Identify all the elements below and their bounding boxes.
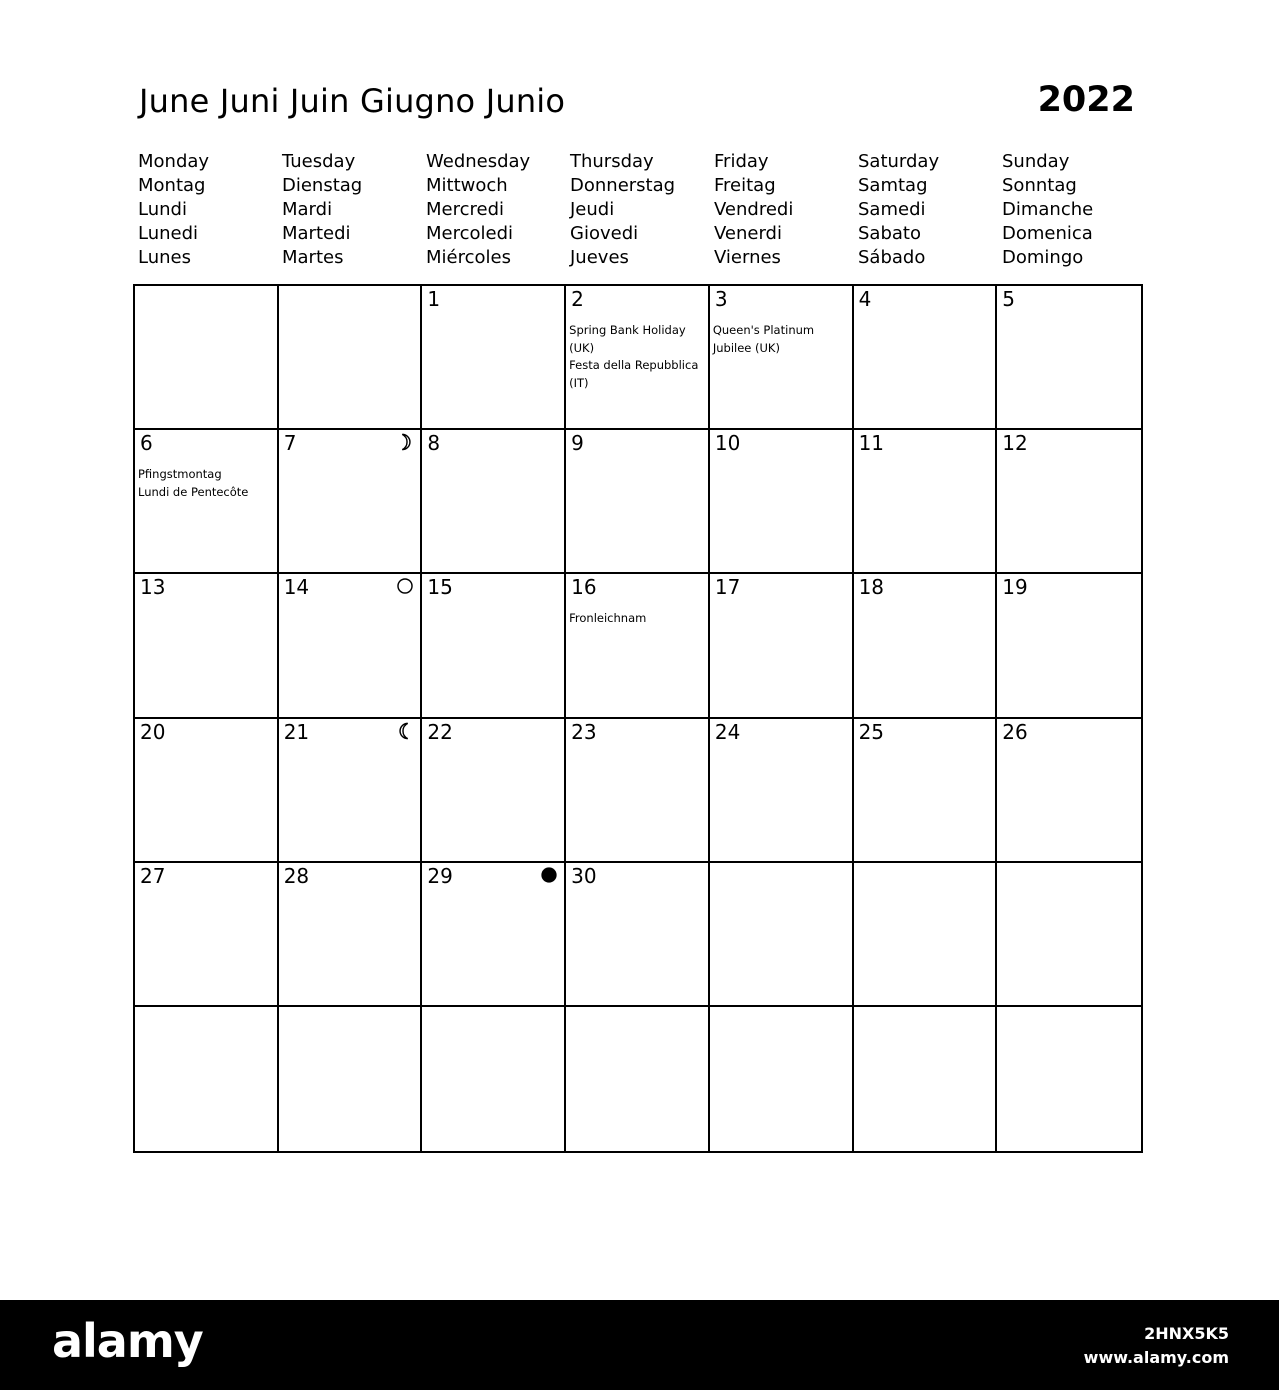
day-number: 28	[283, 863, 310, 888]
day-number: 20	[140, 719, 166, 744]
weekday-name: Miércoles	[426, 247, 511, 268]
site-url: www.alamy.com	[1083, 1348, 1229, 1367]
day-cell[interactable]	[566, 1007, 710, 1151]
weekday-name: Montag	[138, 175, 206, 196]
weekday-name: Mercoledi	[426, 223, 514, 244]
day-number: 1	[427, 287, 441, 311]
day-cell[interactable]	[854, 719, 998, 863]
weekday-name: Venerdi	[714, 223, 782, 244]
day-number: 9	[571, 431, 584, 456]
holiday-label: Spring Bank Holiday	[569, 323, 686, 337]
weekday-name: Monday	[138, 151, 210, 172]
day-cell[interactable]	[997, 574, 1141, 718]
day-cell[interactable]	[279, 1007, 423, 1151]
day-cell[interactable]	[997, 286, 1141, 430]
holiday-list	[569, 610, 704, 628]
holiday-label: Jubilee (UK)	[712, 340, 780, 355]
weekday-name: Jueves	[570, 247, 629, 268]
day-number: 16	[571, 575, 597, 600]
day-cell[interactable]	[997, 1007, 1141, 1151]
weekday-name: Mittwoch	[426, 175, 508, 196]
day-number: 26	[1002, 719, 1028, 744]
new-moon-icon	[540, 866, 558, 884]
day-cell[interactable]	[566, 863, 710, 1007]
alamy-logo: alamy	[52, 1314, 203, 1368]
day-cell[interactable]	[422, 719, 566, 863]
day-number: 10	[714, 431, 741, 456]
holiday-label: Queen's Platinum	[712, 323, 815, 337]
day-cell[interactable]	[279, 719, 423, 863]
day-cell[interactable]	[135, 719, 279, 863]
weekday-name: Viernes	[714, 247, 781, 268]
day-number: 21	[283, 719, 310, 744]
day-number: 12	[1002, 431, 1028, 456]
weekday-name: Mardi	[282, 199, 333, 220]
day-number: 4	[858, 287, 872, 311]
weekday-name: Martedi	[282, 223, 351, 244]
day-number: 14	[283, 575, 310, 600]
weekday-name: Sábado	[858, 247, 926, 268]
weekday-column	[714, 150, 858, 270]
weekday-name: Vendredi	[714, 199, 794, 220]
weekday-name: Lunes	[138, 247, 191, 268]
day-number: 3	[714, 287, 728, 311]
day-cell[interactable]	[279, 863, 423, 1007]
day-number: 24	[714, 719, 741, 744]
weekday-name: Domenica	[1002, 223, 1093, 244]
day-cell[interactable]	[422, 863, 566, 1007]
weekday-name: Giovedi	[570, 223, 639, 244]
weekday-name: Samtag	[858, 175, 928, 196]
weekday-name: Mercredi	[426, 199, 505, 220]
holiday-label: Festa della Repubblica	[569, 358, 699, 372]
day-cell[interactable]	[997, 863, 1141, 1007]
day-number: 7	[283, 431, 297, 456]
weekday-name: Domingo	[1002, 247, 1084, 268]
weekday-name: Saturday	[858, 151, 940, 172]
day-cell[interactable]	[854, 1007, 998, 1151]
page-title: June Juni Juin Giugno Junio	[139, 82, 566, 120]
day-cell[interactable]	[854, 430, 998, 574]
weekday-name: Sonntag	[1002, 175, 1077, 196]
day-number: 6	[140, 431, 153, 456]
day-cell[interactable]	[135, 863, 279, 1007]
day-number: 18	[858, 575, 885, 600]
day-cell[interactable]	[422, 574, 566, 718]
weekday-name: Samedi	[858, 199, 926, 220]
day-cell[interactable]	[422, 1007, 566, 1151]
full-moon-icon	[396, 577, 414, 595]
weekday-name: Jeudi	[570, 199, 615, 220]
day-cell[interactable]	[135, 1007, 279, 1151]
day-cell[interactable]	[279, 286, 423, 430]
day-cell[interactable]	[997, 719, 1141, 863]
day-number: 25	[858, 719, 885, 744]
day-cell[interactable]	[279, 574, 423, 718]
weekday-column	[282, 150, 426, 270]
weekday-column	[858, 150, 1002, 270]
weekday-column	[138, 150, 282, 270]
image-reference	[1084, 1322, 1229, 1370]
day-number: 22	[427, 719, 453, 744]
weekday-name: Sabato	[858, 223, 921, 244]
holiday-label: Fronleichnam	[569, 611, 647, 626]
weekday-name: Wednesday	[426, 151, 531, 172]
day-number: 2	[571, 287, 584, 311]
day-cell[interactable]	[566, 430, 710, 574]
day-number: 17	[714, 575, 741, 600]
day-cell[interactable]	[422, 286, 566, 430]
calendar-grid	[133, 284, 1143, 1153]
weekday-name: Dimanche	[1002, 199, 1094, 220]
holiday-list	[569, 322, 704, 392]
weekday-name: Lundi	[138, 199, 187, 220]
weekday-name: Donnerstag	[570, 175, 676, 196]
holiday-label: Lundi de Pentecôte	[138, 484, 249, 499]
day-cell[interactable]	[279, 430, 423, 574]
day-cell[interactable]	[854, 286, 998, 430]
day-cell[interactable]	[710, 430, 854, 574]
weekday-name: Sunday	[1002, 151, 1070, 172]
weekday-name: Martes	[282, 247, 344, 268]
day-cell[interactable]	[710, 863, 854, 1007]
day-number: 5	[1002, 287, 1016, 311]
day-cell[interactable]	[710, 1007, 854, 1151]
day-cell[interactable]	[135, 430, 279, 574]
day-cell[interactable]	[854, 574, 998, 718]
holiday-list	[138, 466, 273, 501]
day-number: 27	[140, 863, 166, 888]
day-cell[interactable]	[422, 430, 566, 574]
day-cell[interactable]	[710, 286, 854, 430]
last-quarter-moon-icon	[396, 722, 414, 740]
day-number: 15	[427, 575, 453, 600]
day-number: 29	[427, 863, 453, 888]
watermark-bar	[0, 1300, 1279, 1390]
weekday-column	[1002, 150, 1146, 270]
day-cell[interactable]	[135, 574, 279, 718]
day-number: 13	[140, 575, 166, 600]
holiday-list	[713, 322, 848, 357]
day-number: 19	[1002, 575, 1028, 600]
year-label: 2022	[1037, 80, 1135, 120]
weekday-name: Thursday	[570, 151, 654, 172]
day-cell[interactable]	[566, 574, 710, 718]
weekday-column	[426, 150, 570, 270]
day-number: 11	[858, 431, 885, 456]
weekday-name: Freitag	[714, 175, 776, 196]
day-number: 23	[571, 719, 597, 744]
first-quarter-moon-icon	[396, 433, 414, 451]
day-cell[interactable]	[710, 719, 854, 863]
holiday-label: (IT)	[569, 375, 589, 390]
day-cell[interactable]	[135, 286, 279, 430]
holiday-label: (UK)	[569, 340, 595, 355]
day-cell[interactable]	[566, 719, 710, 863]
weekday-name: Lunedi	[138, 223, 199, 244]
weekday-name: Dienstag	[282, 175, 363, 196]
weekday-column	[570, 150, 714, 270]
weekday-name: Friday	[714, 151, 769, 172]
day-number: 30	[571, 863, 597, 888]
weekday-name: Tuesday	[282, 151, 356, 172]
day-cell[interactable]	[997, 430, 1141, 574]
day-cell[interactable]	[710, 574, 854, 718]
day-cell[interactable]	[566, 286, 710, 430]
day-cell[interactable]	[854, 863, 998, 1007]
image-id: 2HNX5K5	[1144, 1324, 1229, 1343]
day-number: 8	[427, 431, 441, 456]
holiday-label: Pfingstmontag	[138, 467, 222, 482]
